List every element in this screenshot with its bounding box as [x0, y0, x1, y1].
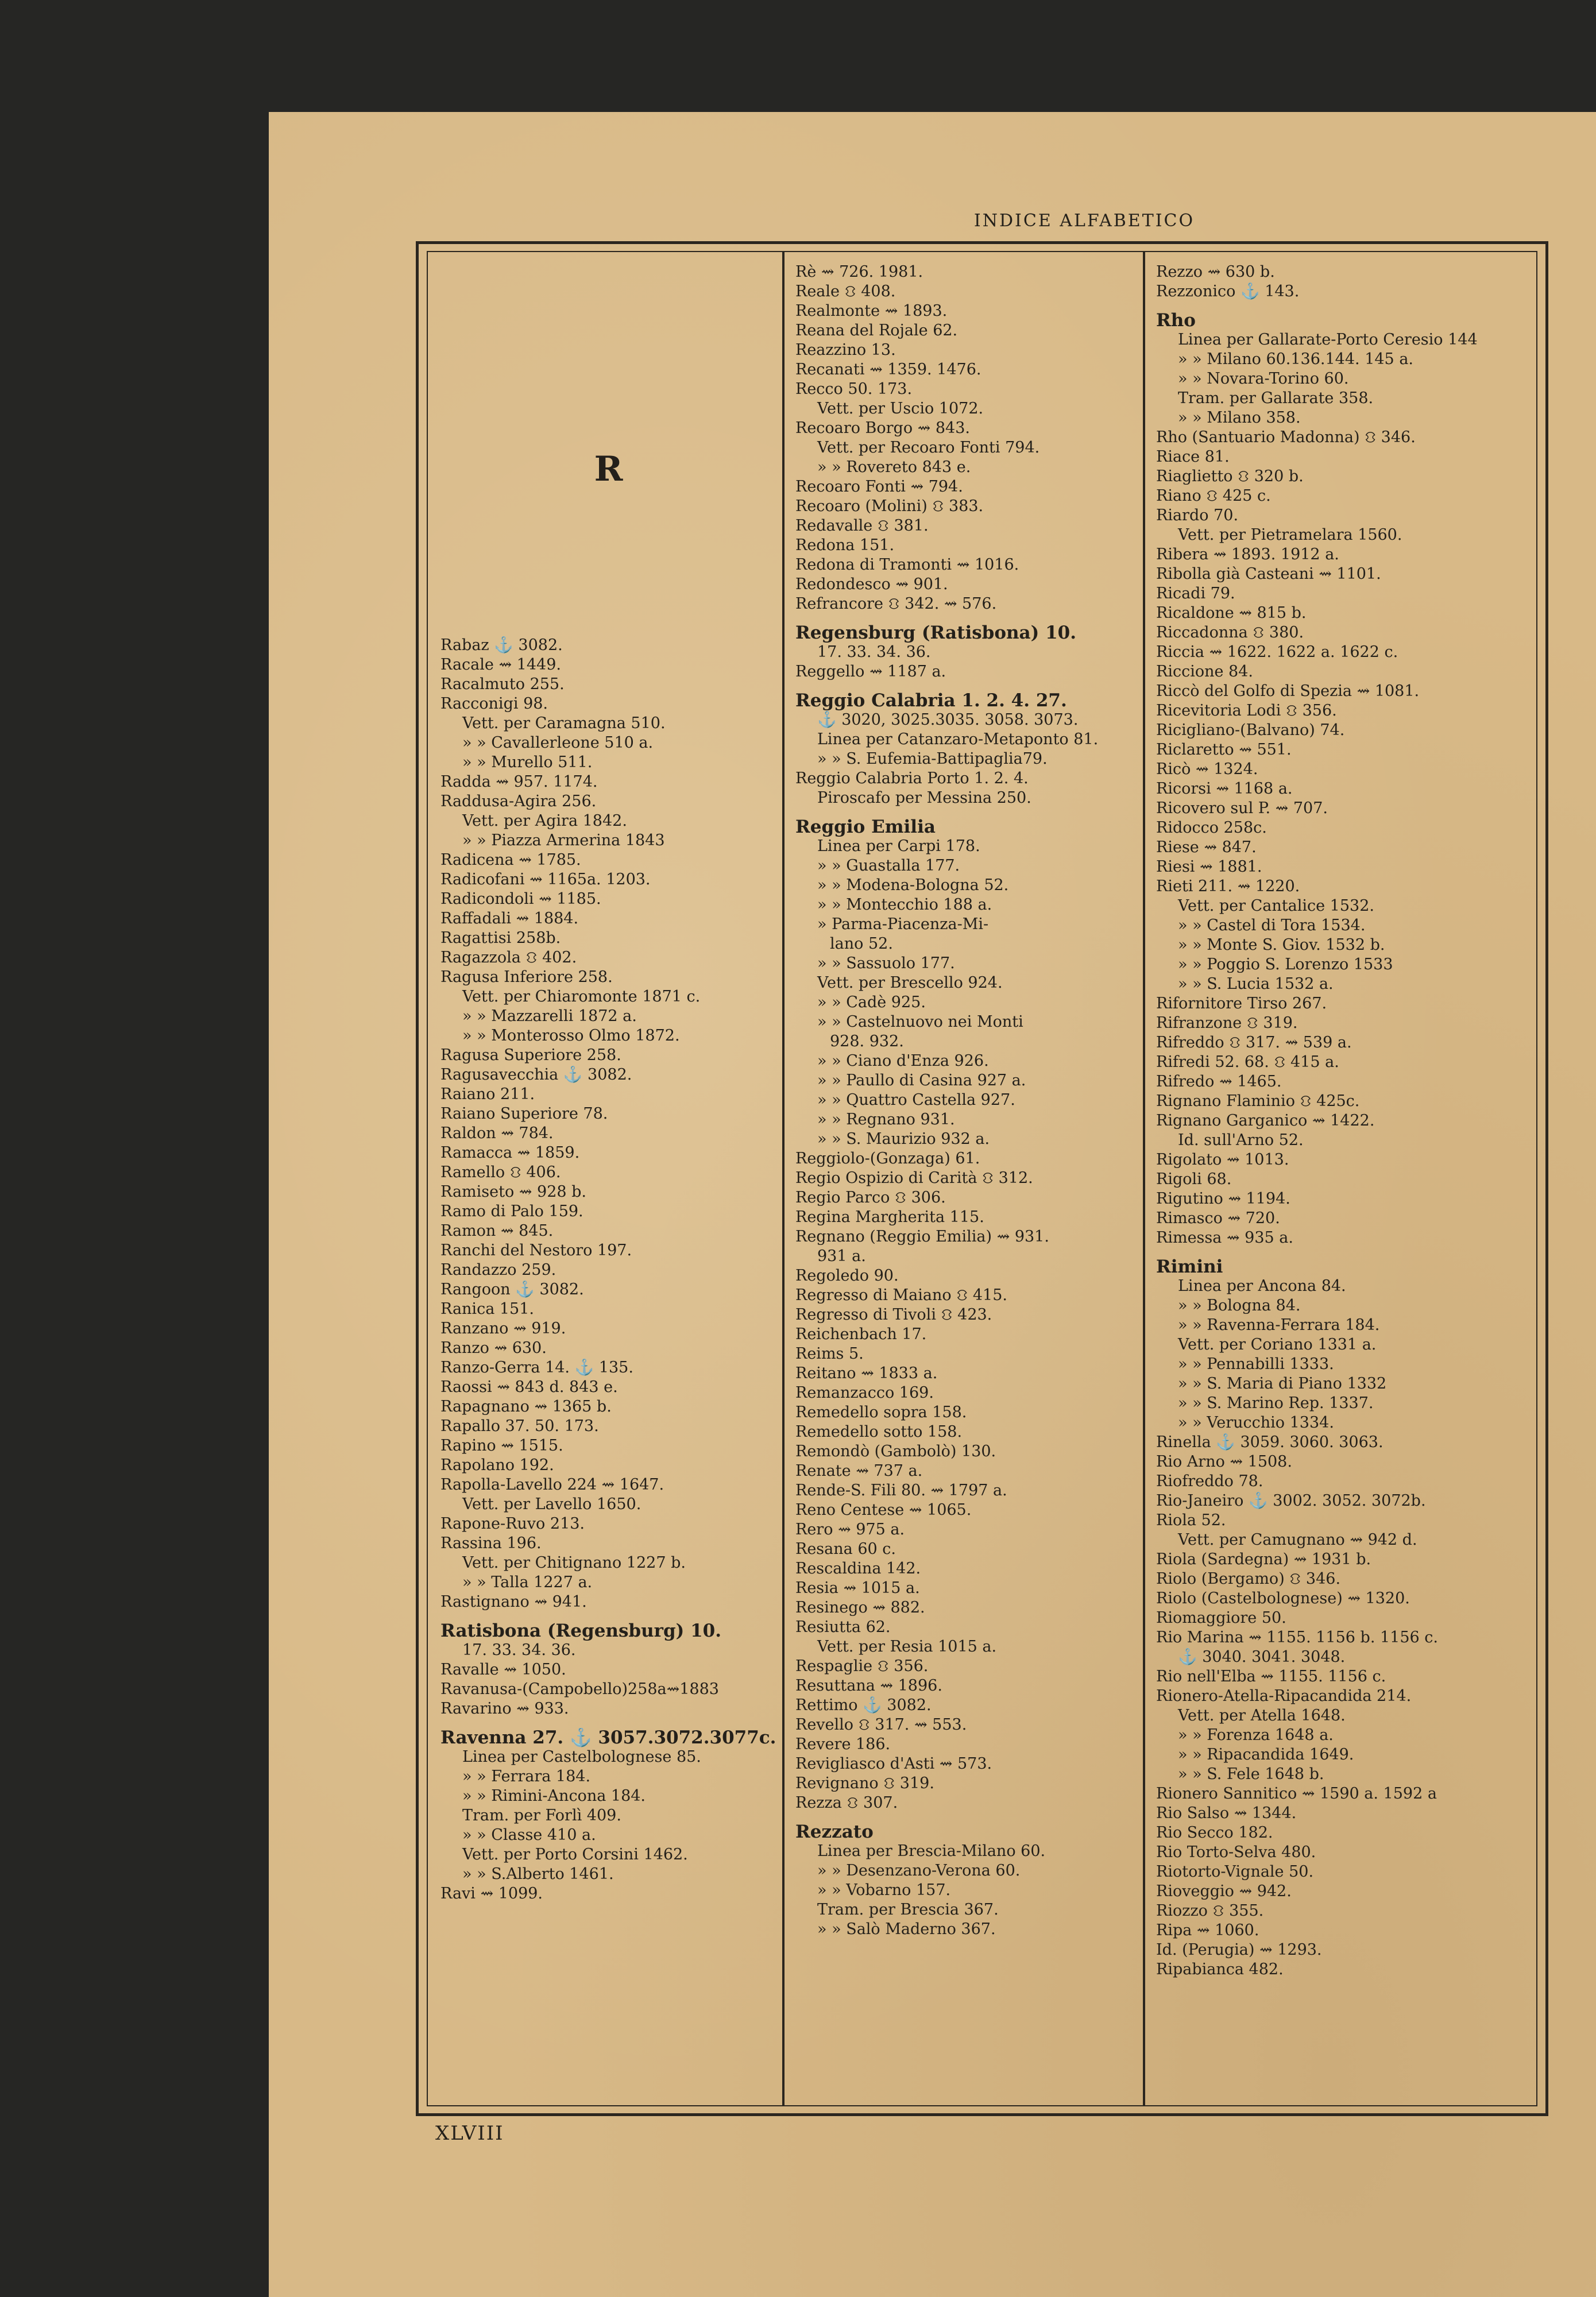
index-entry: Rifornitore Tirso 267. [1156, 995, 1327, 1012]
index-entry: Piroscafo per Messina 250. [817, 789, 1031, 807]
index-entry: Reggello ⇝ 1187 a. [795, 663, 946, 680]
index-entry: Ranica 151. [440, 1300, 534, 1318]
index-entry: Revello ⛻ 317. ⇝ 553. [795, 1716, 967, 1734]
index-entry: » » Guastalla 177. [817, 857, 960, 875]
index-entry: » » Sassuolo 177. [817, 954, 955, 972]
entry-gap [1156, 301, 1518, 311]
index-entry: » » Monte S. Giov. 1532 b. [1178, 936, 1385, 954]
index-entry: Ragusa Inferiore 258. [440, 968, 613, 986]
index-entry: Rio Marina ⇝ 1155. 1156 b. 1156 c. [1156, 1629, 1438, 1646]
index-entry: Rapino ⇝ 1515. [440, 1437, 563, 1455]
index-column-3 [1156, 262, 1518, 1979]
index-entry: » » Montecchio 188 a. [817, 896, 992, 914]
index-entry: Linea per Ancona 84. [1178, 1277, 1346, 1295]
index-entry: » » Cavallerleone 510 a. [462, 734, 654, 752]
index-entry: » » S. Maria di Piano 1332 [1178, 1375, 1387, 1393]
entry-gap [440, 1719, 776, 1728]
index-entry: Ricò ⇝ 1324. [1156, 760, 1258, 778]
section-letter: R [594, 449, 623, 489]
index-entry: Rabaz ⚓ 3082. [440, 636, 563, 654]
index-entry: Remedello sotto 158. [795, 1423, 963, 1441]
index-entry: Ranzo ⇝ 630. [440, 1339, 547, 1357]
index-entry: Rapagnano ⇝ 1365 b. [440, 1398, 612, 1416]
index-entry: Riaglietto ⛻ 320 b. [1156, 467, 1304, 485]
index-entry: Riccadonna ⛻ 380. [1156, 624, 1304, 641]
index-heading: Rezzato [795, 1822, 874, 1842]
index-entry: Rifreddo ⛻ 317. ⇝ 539 a. [1156, 1034, 1352, 1051]
index-entry: Reims 5. [795, 1345, 864, 1363]
index-column-1 [440, 262, 776, 1904]
index-heading: Ravenna 27. ⚓ 3057.3072.3077c. [440, 1728, 776, 1747]
index-entry: Vett. per Resia 1015 a. [817, 1638, 997, 1656]
index-entry: Ranchi del Nestoro 197. [440, 1242, 632, 1259]
index-entry: Tram. per Brescia 367. [817, 1901, 999, 1919]
index-entry: Vett. per Uscio 1072. [817, 400, 984, 417]
index-entry: Raddusa-Agira 256. [440, 792, 597, 810]
index-entry: Reitano ⇝ 1833 a. [795, 1364, 938, 1382]
index-entry: » » Forenza 1648 a. [1178, 1726, 1334, 1744]
index-column-2 [795, 262, 1137, 1939]
index-entry: Renate ⇝ 737 a. [795, 1462, 923, 1480]
index-entry: Rende-S. Fili 80. ⇝ 1797 a. [795, 1482, 1007, 1499]
index-heading: Rho [1156, 311, 1196, 330]
index-entry: Resinego ⇝ 882. [795, 1599, 925, 1617]
index-heading: Rimini [1156, 1257, 1223, 1277]
index-entry: Ragusa Superiore 258. [440, 1046, 621, 1064]
index-heading: Reggio Emilia [795, 817, 936, 837]
index-entry: Rè ⇝ 726. 1981. [795, 263, 923, 281]
index-entry: Riccò del Golfo di Spezia ⇝ 1081. [1156, 682, 1420, 700]
index-entry: » » Ripacandida 1649. [1178, 1746, 1354, 1764]
index-entry: Radicofani ⇝ 1165a. 1203. [440, 871, 651, 888]
index-entry: Rionero Sannitico ⇝ 1590 a. 1592 a [1156, 1785, 1437, 1803]
index-entry: » » Cadè 925. [817, 993, 926, 1011]
index-entry: Regina Margherita 115. [795, 1208, 984, 1226]
column-divider [782, 252, 785, 2105]
index-entry: Regoledo 90. [795, 1267, 899, 1285]
index-entry: Remedello sopra 158. [795, 1403, 967, 1421]
index-entry: » » Rimini-Ancona 184. [462, 1787, 646, 1805]
index-entry: Ravi ⇝ 1099. [440, 1885, 543, 1902]
index-entry: Riace 81. [1156, 448, 1230, 466]
index-entry: Riolo (Castelbolognese) ⇝ 1320. [1156, 1590, 1410, 1607]
book-page [269, 112, 1596, 2297]
index-entry: Linea per Catanzaro-Metaponto 81. [817, 730, 1099, 748]
index-entry: Tram. per Forlì 409. [462, 1807, 621, 1824]
index-entry: Linea per Carpi 178. [817, 837, 980, 855]
index-entry: Refrancore ⛻ 342. ⇝ 576. [795, 595, 997, 613]
index-entry: Rescaldina 142. [795, 1560, 921, 1577]
index-entry: Radicondoli ⇝ 1185. [440, 890, 601, 908]
index-entry: Ricaldone ⇝ 815 b. [1156, 604, 1307, 622]
index-entry: Vett. per Lavello 1650. [462, 1495, 642, 1513]
index-entry: Racconigi 98. [440, 695, 548, 713]
index-entry: Recco 50. 173. [795, 380, 913, 398]
index-entry: Riccia ⇝ 1622. 1622 a. 1622 c. [1156, 643, 1398, 661]
index-entry: Ragusavecchia ⚓ 3082. [440, 1066, 632, 1084]
index-entry: Ravanusa-(Campobello)258a⇝1883 [440, 1680, 719, 1698]
index-entry: Ranzo-Gerra 14. ⚓ 135. [440, 1359, 633, 1376]
index-entry: Rionero-Atella-Ripacandida 214. [1156, 1687, 1412, 1705]
index-entry: Revere 186. [795, 1735, 891, 1753]
index-entry: Rigutino ⇝ 1194. [1156, 1190, 1290, 1208]
index-entry: » » Ciano d'Enza 926. [817, 1052, 989, 1070]
entry-gap [795, 614, 1137, 623]
index-entry: » » Novara-Torino 60. [1178, 370, 1349, 388]
index-entry: Rapolla-Lavello 224 ⇝ 1647. [440, 1476, 664, 1494]
index-entry: Regio Ospizio di Carità ⛻ 312. [795, 1169, 1033, 1187]
index-entry: Respaglie ⛻ 356. [795, 1657, 929, 1675]
index-entry: Resuttana ⇝ 1896. [795, 1677, 942, 1695]
index-entry: ⚓ 3020, 3025.3035. 3058. 3073. [817, 711, 1079, 729]
index-entry: » » Regnano 931. [817, 1111, 955, 1128]
index-entry: Reichenbach 17. [795, 1325, 927, 1343]
index-entry: Rezzonico ⚓ 143. [1156, 283, 1300, 300]
index-entry: » » Verucchio 1334. [1178, 1414, 1334, 1432]
index-entry: 17. 33. 34. 36. [462, 1641, 576, 1659]
index-entry: » » Rovereto 843 e. [817, 458, 971, 476]
index-entry: Riomaggiore 50. [1156, 1609, 1286, 1627]
index-entry: » » S.Alberto 1461. [462, 1865, 614, 1883]
index-entry: Vett. per Agira 1842. [462, 812, 627, 830]
index-entry: Vett. per Pietramelara 1560. [1178, 526, 1402, 544]
page-header: INDICE ALFABETICO [973, 211, 1195, 231]
index-entry: Riofreddo 78. [1156, 1472, 1263, 1490]
index-entry: Ricovero sul P. ⇝ 707. [1156, 799, 1328, 817]
index-entry: » Parma-Piacenza-Mi- [817, 915, 989, 933]
index-entry: » » Monterosso Olmo 1872. [462, 1027, 680, 1045]
index-entry: » » Classe 410 a. [462, 1826, 596, 1844]
index-entry: Regresso di Tivoli ⛻ 423. [795, 1306, 992, 1324]
index-entry: Riozzo ⛻ 355. [1156, 1902, 1264, 1920]
index-entry: Recoaro Borgo ⇝ 843. [795, 419, 970, 437]
index-entry: Recoaro (Molini) ⛻ 383. [795, 497, 984, 515]
index-entry: Remondò (Gambolò) 130. [795, 1443, 996, 1460]
index-entry: Racalmuto 255. [440, 675, 565, 693]
index-entry: Reggio Calabria Porto 1. 2. 4. [795, 769, 1029, 787]
index-entry: Reale ⛻ 408. [795, 283, 896, 300]
index-entry: Rignano Garganico ⇝ 1422. [1156, 1112, 1375, 1130]
index-entry: » » Poggio S. Lorenzo 1533 [1178, 956, 1393, 973]
index-entry: » » Castel di Tora 1534. [1178, 917, 1366, 934]
index-entry: Rio Secco 182. [1156, 1824, 1273, 1842]
index-entry: » » Modena-Bologna 52. [817, 876, 1009, 894]
index-entry: Ripa ⇝ 1060. [1156, 1921, 1259, 1939]
index-entry: Rigolato ⇝ 1013. [1156, 1151, 1289, 1169]
page-number: XLVIII [435, 2122, 504, 2145]
index-entry: Revigliasco d'Asti ⇝ 573. [795, 1755, 992, 1773]
index-entry: » » Milano 60.136.144. 145 a. [1178, 350, 1413, 368]
index-heading: Reggio Calabria 1. 2. 4. 27. [795, 691, 1067, 710]
index-entry: Realmonte ⇝ 1893. [795, 302, 948, 320]
index-entry: Radicena ⇝ 1785. [440, 851, 581, 869]
index-entry: Rassina 196. [440, 1534, 542, 1552]
index-entry: » » S. Marino Rep. 1337. [1178, 1394, 1374, 1412]
index-entry: Ramiseto ⇝ 928 b. [440, 1183, 586, 1201]
index-entry: Rieti 211. ⇝ 1220. [1156, 877, 1300, 895]
index-entry: » » Pennabilli 1333. [1178, 1355, 1334, 1373]
index-entry: Linea per Castelbolognese 85. [462, 1748, 701, 1766]
index-entry: Vett. per Cantalice 1532. [1178, 897, 1374, 915]
index-entry: Id. (Perugia) ⇝ 1293. [1156, 1941, 1322, 1959]
index-entry: Ridocco 258c. [1156, 819, 1267, 837]
index-entry: Riardo 70. [1156, 506, 1239, 524]
index-entry: Riclaretto ⇝ 551. [1156, 741, 1292, 759]
index-entry: Riese ⇝ 847. [1156, 838, 1257, 856]
index-frame-inner [427, 251, 1537, 2106]
index-entry: Rezzo ⇝ 630 b. [1156, 263, 1275, 281]
index-entry: » » Vobarno 157. [817, 1881, 951, 1899]
index-entry: Rapone-Ruvo 213. [440, 1515, 585, 1533]
index-entry: Riotorto-Vignale 50. [1156, 1863, 1314, 1881]
index-entry: Reana del Rojale 62. [795, 322, 958, 339]
index-entry: Raldon ⇝ 784. [440, 1124, 554, 1142]
index-entry: Ripabianca 482. [1156, 1960, 1284, 1978]
index-entry: » » Piazza Armerina 1843 [462, 832, 665, 849]
index-entry: Rezza ⛻ 307. [795, 1794, 898, 1812]
index-entry: Vett. per Coriano 1331 a. [1178, 1336, 1377, 1354]
index-entry: Ramello ⛻ 406. [440, 1163, 561, 1181]
index-entry: 928. 932. [830, 1033, 904, 1050]
index-entry: Rho (Santuario Madonna) ⛻ 346. [1156, 428, 1416, 446]
index-entry: » » Quattro Castella 927. [817, 1091, 1015, 1109]
index-entry: Rigoli 68. [1156, 1170, 1232, 1188]
index-entry: » » Ravenna-Ferrara 184. [1178, 1316, 1380, 1334]
index-entry: Vett. per Recoaro Fonti 794. [817, 439, 1040, 457]
index-entry: Rero ⇝ 975 a. [795, 1521, 905, 1538]
index-entry: Ramon ⇝ 845. [440, 1222, 554, 1240]
index-entry: lano 52. [830, 935, 893, 953]
index-entry: Remanzacco 169. [795, 1384, 934, 1402]
index-entry: Ranzano ⇝ 919. [440, 1320, 566, 1337]
index-entry: Reggiolo-(Gonzaga) 61. [795, 1150, 980, 1167]
index-entry: Ravalle ⇝ 1050. [440, 1661, 566, 1679]
index-entry: Riccione 84. [1156, 663, 1253, 680]
index-frame [416, 241, 1548, 2116]
index-entry: Ricigliano-(Balvano) 74. [1156, 721, 1345, 739]
entry-gap [795, 682, 1137, 691]
index-entry: Revignano ⛻ 319. [795, 1774, 934, 1792]
index-entry: Rio-Janeiro ⚓ 3002. 3052. 3072b. [1156, 1492, 1426, 1510]
index-entry: Rioveggio ⇝ 942. [1156, 1882, 1292, 1900]
index-entry: » » Mazzarelli 1872 a. [462, 1007, 637, 1025]
index-entry: Rinella ⚓ 3059. 3060. 3063. [1156, 1433, 1384, 1451]
index-entry: Raffadali ⇝ 1884. [440, 910, 579, 927]
index-entry: Vett. per Caramagna 510. [462, 714, 666, 732]
index-entry: Vett. per Chitignano 1227 b. [462, 1554, 686, 1572]
index-entry: Rimasco ⇝ 720. [1156, 1209, 1280, 1227]
index-entry: Racale ⇝ 1449. [440, 656, 561, 674]
index-entry: 931 a. [817, 1247, 866, 1265]
index-entry: Rangoon ⚓ 3082. [440, 1281, 584, 1298]
index-entry: Reno Centese ⇝ 1065. [795, 1501, 972, 1519]
index-entry: Rio Torto-Selva 480. [1156, 1843, 1316, 1861]
index-entry: Ribolla già Casteani ⇝ 1101. [1156, 565, 1381, 583]
index-entry: » » Castelnuovo nei Monti [817, 1013, 1023, 1031]
index-entry: Riesi ⇝ 1881. [1156, 858, 1262, 876]
index-entry: » » S. Lucia 1532 a. [1178, 975, 1334, 993]
index-entry: Redavalle ⛻ 381. [795, 517, 929, 535]
index-entry: Rio Salso ⇝ 1344. [1156, 1804, 1297, 1822]
index-entry: Reazzino 13. [795, 341, 896, 359]
index-entry: Ribera ⇝ 1893. 1912 a. [1156, 546, 1339, 563]
index-entry: Vett. per Brescello 924. [817, 974, 1003, 992]
index-entry: Raossi ⇝ 843 d. 843 e. [440, 1378, 618, 1396]
entry-gap [1156, 1248, 1518, 1257]
index-entry: Ricevitoria Lodi ⛻ 356. [1156, 702, 1337, 720]
index-entry: » » Talla 1227 a. [462, 1573, 593, 1591]
index-entry: Ricorsi ⇝ 1168 a. [1156, 780, 1293, 798]
index-entry: Rapolano 192. [440, 1456, 554, 1474]
index-entry: Recanati ⇝ 1359. 1476. [795, 361, 981, 378]
index-entry: Rio Arno ⇝ 1508. [1156, 1453, 1292, 1471]
index-entry: Rapallo 37. 50. 173. [440, 1417, 599, 1435]
entry-gap [440, 1612, 776, 1621]
index-entry: » » Milano 358. [1178, 409, 1301, 427]
index-entry: Vett. per Atella 1648. [1178, 1707, 1346, 1724]
index-entry: Rignano Flaminio ⛻ 425c. [1156, 1092, 1360, 1110]
index-entry: Rimessa ⇝ 935 a. [1156, 1229, 1293, 1247]
column-divider [1143, 252, 1145, 2105]
index-entry: Ramacca ⇝ 1859. [440, 1144, 580, 1162]
index-entry: Redondesco ⇝ 901. [795, 575, 948, 593]
index-entry: » » Desenzano-Verona 60. [817, 1862, 1021, 1880]
index-entry: 17. 33. 34. 36. [817, 643, 931, 661]
index-entry: Raiano 211. [440, 1085, 535, 1103]
index-entry: Rifranzone ⛻ 319. [1156, 1014, 1298, 1032]
index-entry: » » Bologna 84. [1178, 1297, 1301, 1314]
index-entry: Riano ⛻ 425 c. [1156, 487, 1271, 505]
index-entry: Raiano Superiore 78. [440, 1105, 608, 1123]
index-entry: Resia ⇝ 1015 a. [795, 1579, 920, 1597]
index-entry: Recoaro Fonti ⇝ 794. [795, 478, 963, 496]
index-entry: Resiutta 62. [795, 1618, 891, 1636]
index-entry: Randazzo 259. [440, 1261, 557, 1279]
index-entry: Redona di Tramonti ⇝ 1016. [795, 556, 1019, 574]
index-entry: » » S. Eufemia-Battipaglia79. [817, 750, 1048, 768]
entry-gap [795, 808, 1137, 817]
index-entry: » » Salò Maderno 367. [817, 1920, 996, 1938]
index-entry: » » Paullo di Casina 927 a. [817, 1072, 1026, 1089]
index-entry: Id. sull'Arno 52. [1178, 1131, 1304, 1149]
index-entry: Regresso di Maiano ⛻ 415. [795, 1286, 1007, 1304]
index-entry: Rettimo ⚓ 3082. [795, 1696, 932, 1714]
index-heading: Ratisbona (Regensburg) 10. [440, 1621, 722, 1641]
index-entry: » » S. Maurizio 932 a. [817, 1130, 990, 1148]
index-entry: Ragazzola ⛻ 402. [440, 949, 577, 966]
index-entry: Ravarino ⇝ 933. [440, 1700, 569, 1718]
index-entry: Linea per Brescia-Milano 60. [817, 1842, 1046, 1860]
index-entry: Riola (Sardegna) ⇝ 1931 b. [1156, 1550, 1371, 1568]
index-entry: Rastignano ⇝ 941. [440, 1593, 587, 1611]
index-entry: Vett. per Chiaromonte 1871 c. [462, 988, 701, 1006]
index-entry: Ricadi 79. [1156, 585, 1235, 602]
index-entry: Redona 151. [795, 536, 895, 554]
index-entry: Rifredi 52. 68. ⛻ 415 a. [1156, 1053, 1339, 1071]
index-entry: Radda ⇝ 957. 1174. [440, 773, 598, 791]
index-entry: Riolo (Bergamo) ⛻ 346. [1156, 1570, 1341, 1588]
index-entry: Ramo di Palo 159. [440, 1202, 583, 1220]
index-entry: Regnano (Reggio Emilia) ⇝ 931. [795, 1228, 1049, 1246]
index-entry: Tram. per Gallarate 358. [1178, 389, 1374, 407]
index-entry: Rifredo ⇝ 1465. [1156, 1073, 1282, 1091]
index-entry: Linea per Gallarate-Porto Ceresio 144 [1178, 331, 1478, 349]
index-entry: Resana 60 c. [795, 1540, 896, 1558]
index-entry: ⚓ 3040. 3041. 3048. [1178, 1648, 1346, 1666]
index-entry: Rio nell'Elba ⇝ 1155. 1156 c. [1156, 1668, 1386, 1685]
index-heading: Regensburg (Ratisbona) 10. [795, 623, 1077, 643]
index-entry: Riola 52. [1156, 1511, 1226, 1529]
index-entry: » » S. Fele 1648 b. [1178, 1765, 1324, 1783]
index-entry: » » Murello 511. [462, 753, 593, 771]
entry-gap [795, 1813, 1137, 1822]
index-entry: Vett. per Camugnano ⇝ 942 d. [1178, 1531, 1417, 1549]
index-entry: Vett. per Porto Corsini 1462. [462, 1846, 688, 1863]
index-entry: Ragattisi 258b. [440, 929, 561, 947]
index-entry: » » Ferrara 184. [462, 1768, 591, 1785]
index-entry: Regio Parco ⛻ 306. [795, 1189, 946, 1206]
